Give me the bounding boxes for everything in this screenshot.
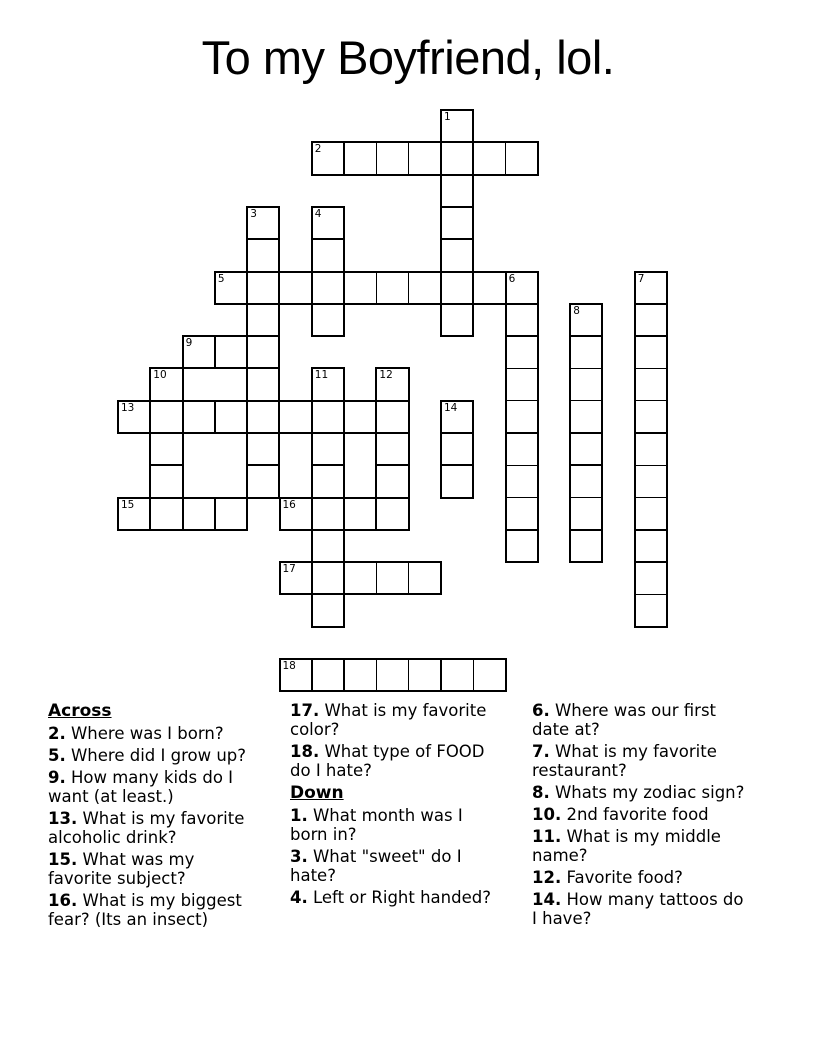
cell-divider: [214, 402, 216, 432]
cell-divider: [442, 206, 472, 208]
cell-divider: [408, 143, 410, 173]
cell-divider: [376, 273, 378, 303]
cell-number-6: 6: [508, 272, 516, 285]
cell-divider: [507, 497, 537, 499]
cell-divider: [343, 273, 345, 303]
cell-divider: [376, 143, 378, 173]
down-header: Down: [290, 783, 344, 803]
cell-divider: [313, 238, 343, 240]
cell-divider: [472, 273, 474, 303]
clue-number-label: 7.: [532, 742, 550, 761]
cell-number-15: 15: [121, 498, 135, 511]
clue-18-across: 18. What type of FOOD do I hate?: [290, 742, 485, 780]
cell-number-5: 5: [217, 272, 225, 285]
clue-17-across: 17. What is my favorite color?: [290, 701, 487, 739]
cell-number-18: 18: [282, 660, 296, 673]
cell-divider: [343, 143, 345, 173]
clue-6-down: 6. Where was our first date at?: [532, 701, 717, 739]
cell-divider: [636, 561, 666, 563]
cell-divider: [473, 660, 475, 690]
cell-divider: [636, 432, 666, 434]
clue-5-across: 5. Where did I grow up?: [48, 746, 247, 765]
cell-divider: [507, 432, 537, 434]
cell-divider: [472, 143, 474, 173]
cell-divider: [571, 497, 601, 499]
cell-number-3: 3: [250, 207, 257, 220]
cell-divider: [636, 368, 666, 370]
cell-divider: [343, 499, 345, 529]
cell-divider: [376, 499, 378, 529]
cell-number-1: 1: [444, 111, 451, 123]
cell-divider: [442, 432, 472, 434]
cell-divider: [313, 464, 343, 466]
word-14-down: [440, 400, 474, 499]
clue-number-label: 6.: [532, 701, 550, 720]
cell-divider: [440, 143, 442, 173]
cell-number-10: 10: [153, 369, 167, 382]
cell-divider: [150, 499, 152, 529]
word-6-down: [505, 271, 539, 564]
clue-number-label: 13.: [48, 809, 78, 828]
cell-divider: [311, 660, 313, 690]
cell-divider: [376, 402, 378, 432]
cell-divider: [507, 465, 537, 467]
cell-divider: [507, 368, 537, 370]
cell-divider: [636, 303, 666, 305]
clue-number-label: 16.: [48, 891, 78, 910]
cell-divider: [408, 563, 410, 593]
cell-divider: [214, 337, 216, 367]
cell-divider: [150, 402, 152, 432]
cell-divider: [246, 402, 248, 432]
clue-13-across: 13. What is my favorite alcoholic drink?: [48, 809, 245, 847]
clue-11-down: 11. What is my middle name?: [532, 827, 721, 865]
cell-divider: [571, 400, 601, 402]
cell-divider: [246, 337, 248, 367]
word-5-across: [214, 271, 539, 305]
cell-divider: [343, 563, 345, 593]
cell-divider: [343, 402, 345, 432]
cell-divider: [571, 335, 601, 337]
cell-divider: [440, 273, 442, 303]
word-13-across: [117, 400, 410, 434]
cell-divider: [248, 238, 278, 240]
cell-divider: [571, 529, 601, 531]
clue-number-label: 10.: [532, 805, 562, 824]
word-18-across: [279, 658, 507, 692]
clues-section: [48, 701, 778, 932]
cell-number-14: 14: [444, 401, 458, 414]
cell-number-17: 17: [282, 563, 296, 576]
cell-divider: [636, 465, 666, 467]
clues-column-3: [532, 701, 750, 932]
cell-divider: [408, 273, 410, 303]
word-7-down: [634, 271, 668, 628]
word-9-across: [182, 335, 281, 369]
cell-divider: [507, 529, 537, 531]
cell-divider: [507, 335, 537, 337]
cell-number-11: 11: [314, 369, 329, 382]
clue-10-down: 10. 2nd favorite food: [532, 805, 709, 824]
cell-divider: [343, 660, 345, 690]
cell-divider: [636, 594, 666, 596]
cell-number-7: 7: [637, 272, 645, 285]
cell-divider: [311, 273, 313, 303]
cell-divider: [376, 660, 378, 690]
cell-divider: [377, 464, 407, 466]
cell-divider: [182, 499, 184, 529]
clue-number-label: 18.: [290, 742, 320, 761]
clue-16-across: 16. What is my biggest fear? (Its an insect): [48, 891, 242, 929]
clue-number-label: 9.: [48, 768, 66, 787]
word-17-across: [279, 561, 443, 595]
word-16-across: [279, 497, 410, 531]
cell-number-4: 4: [314, 207, 322, 220]
page-title: To my Boyfriend, lol.: [201, 31, 615, 84]
cell-divider: [636, 529, 666, 531]
cell-divider: [505, 143, 507, 173]
clue-number-label: 1.: [290, 806, 308, 825]
cell-divider: [571, 464, 601, 466]
cell-divider: [279, 402, 281, 432]
clue-number-label: 15.: [48, 850, 78, 869]
clue-number-label: 2.: [48, 724, 66, 743]
cell-divider: [440, 660, 442, 690]
clue-1-down: 1. What month was I born in?: [290, 806, 463, 844]
clue-12-down: 12. Favorite food?: [532, 868, 683, 887]
cell-divider: [214, 499, 216, 529]
clues-column-2: [290, 701, 498, 932]
cell-divider: [311, 563, 313, 593]
clue-number-label: 3.: [290, 847, 308, 866]
cell-divider: [571, 432, 601, 434]
clue-number-label: 12.: [532, 868, 562, 887]
word-2-across: [311, 141, 539, 175]
clue-9-across: 9. How many kids do I want (at least.): [48, 768, 234, 806]
cell-number-8: 8: [573, 304, 580, 317]
clue-15-across: 15. What was my favorite subject?: [48, 850, 195, 888]
cell-number-16: 16: [282, 498, 296, 511]
clue-number-label: 11.: [532, 827, 562, 846]
cell-divider: [311, 499, 313, 529]
cell-divider: [507, 303, 537, 305]
cell-divider: [311, 402, 313, 432]
cell-number-2: 2: [314, 143, 322, 156]
clue-number-label: 14.: [532, 890, 562, 909]
cell-divider: [636, 497, 666, 499]
word-15-across: [117, 497, 248, 531]
clue-number-label: 4.: [290, 888, 308, 907]
cell-divider: [151, 464, 181, 466]
clue-14-down: 14. How many tattoos do I have?: [532, 890, 744, 928]
clue-8-down: 8. Whats my zodiac sign?: [532, 783, 745, 802]
cell-divider: [279, 273, 281, 303]
clue-2-across: 2. Where was I born?: [48, 724, 224, 743]
clue-number-label: 17.: [290, 701, 320, 720]
clue-number-label: 8.: [532, 783, 550, 802]
cell-divider: [408, 660, 410, 690]
cell-divider: [182, 402, 184, 432]
clue-3-down: 3. What "sweet" do I hate?: [290, 847, 462, 885]
clue-number-label: 5.: [48, 746, 66, 765]
cell-divider: [571, 368, 601, 370]
cell-number-12: 12: [379, 369, 393, 382]
cell-divider: [248, 464, 278, 466]
cell-divider: [636, 335, 666, 337]
clue-4-down: 4. Left or Right handed?: [290, 888, 491, 907]
cell-number-13: 13: [121, 401, 135, 414]
clues-column-1: [48, 701, 256, 932]
cell-number-9: 9: [185, 337, 193, 350]
clue-7-down: 7. What is my favorite restaurant?: [532, 742, 717, 780]
word-8-down: [569, 303, 603, 563]
cell-divider: [442, 464, 472, 466]
cell-divider: [442, 238, 472, 240]
cell-divider: [507, 400, 537, 402]
cell-divider: [246, 273, 248, 303]
cell-divider: [376, 563, 378, 593]
across-header: Across: [48, 701, 112, 721]
cell-divider: [636, 400, 666, 402]
